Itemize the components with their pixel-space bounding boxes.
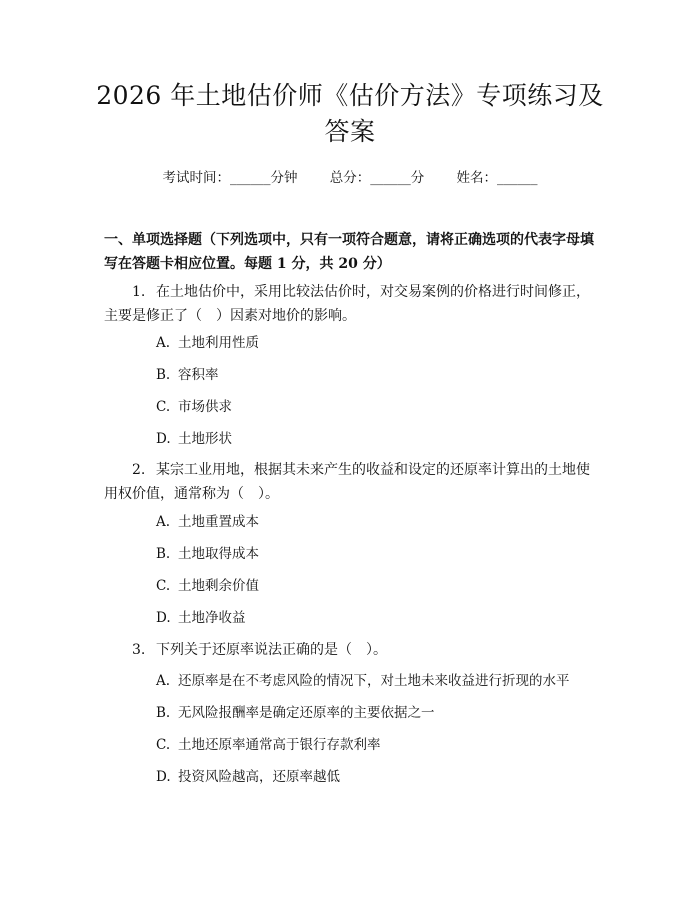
question-number: 3. (132, 642, 146, 658)
name-field: 姓名：______ (456, 170, 538, 186)
question-2-option-a (156, 512, 259, 532)
question-3 (104, 638, 602, 662)
option-letter: C. (156, 737, 171, 753)
option-letter: D. (156, 769, 171, 785)
question-text: 下列关于还原率说法正确的是（ ）。 (156, 642, 387, 658)
question-2-option-c (156, 576, 259, 596)
exam-time-field: 考试时间：______分钟 (162, 170, 298, 186)
option-text: 还原率是在不考虑风险的情况下，对土地未来收益进行折现的水平 (178, 673, 570, 689)
question-text: 某宗工业用地，根据其未来产生的收益和设定的还原率计算出的土地使用权价值，通常称为（ ）。 (104, 462, 590, 502)
question-number: 2. (132, 462, 146, 478)
question-text: 在土地估价中，采用比较法估价时，对交易案例的价格进行时间修正，主要是修正了（ ）因素对地价的影响。 (104, 284, 590, 324)
question-2-option-b (156, 544, 259, 564)
option-letter: C. (156, 578, 171, 594)
option-text: 土地还原率通常高于银行存款利率 (178, 737, 381, 753)
option-letter: B. (156, 546, 171, 562)
option-letter: A. (156, 335, 171, 351)
option-letter: B. (156, 367, 171, 383)
option-text: 投资风险越高，还原率越低 (178, 769, 340, 785)
option-letter: C. (156, 399, 171, 415)
question-number: 1. (132, 284, 146, 300)
option-text: 土地净收益 (178, 610, 246, 626)
question-3-option-b (156, 703, 435, 723)
question-1-option-c (156, 397, 232, 417)
question-2-option-d (156, 608, 246, 628)
option-letter: A. (156, 514, 171, 530)
option-text: 土地利用性质 (178, 335, 259, 351)
option-text: 土地剩余价值 (178, 578, 259, 594)
question-3-option-c (156, 735, 381, 755)
option-letter: B. (156, 705, 171, 721)
question-1-option-a (156, 333, 259, 353)
option-text: 土地形状 (178, 431, 232, 447)
option-letter: D. (156, 431, 171, 447)
question-3-option-a (156, 671, 570, 691)
question-1-option-b (156, 365, 219, 385)
question-2 (104, 458, 602, 506)
question-3-option-d (156, 767, 340, 787)
option-text: 土地取得成本 (178, 546, 259, 562)
section-heading: 一、单项选择题（下列选项中，只有一项符合题意，请将正确选项的代表字母填写在答题卡相应位置。每题 1 分，共 20 分） (104, 232, 594, 272)
total-score-field: 总分：______分 (329, 170, 425, 186)
option-text: 土地重置成本 (178, 514, 259, 530)
option-letter: A. (156, 673, 171, 689)
option-letter: D. (156, 610, 171, 626)
option-text: 市场供求 (178, 399, 232, 415)
question-1-option-d (156, 429, 232, 449)
option-text: 无风险报酬率是确定还原率的主要依据之一 (178, 705, 435, 721)
question-1 (104, 280, 602, 328)
exam-info-line (0, 168, 700, 188)
option-text: 容积率 (178, 367, 219, 383)
document-title: 2026 年土地估价师《估价方法》专项练习及答案 (96, 81, 604, 146)
